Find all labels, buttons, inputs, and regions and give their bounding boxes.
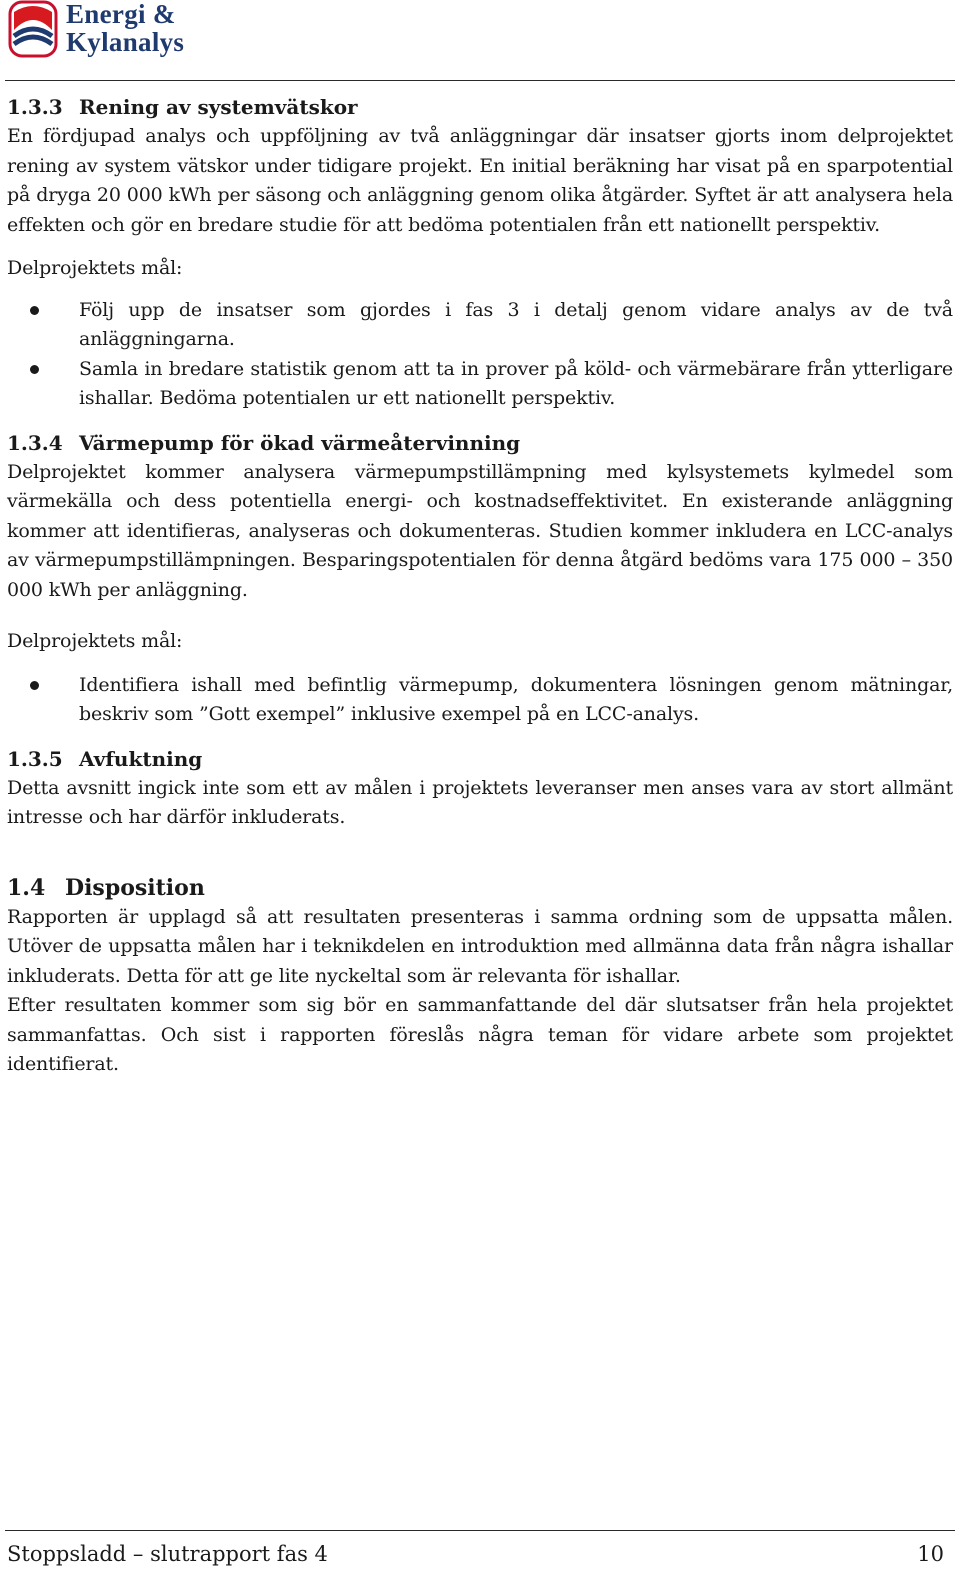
bullet-icon: [30, 306, 39, 315]
logo-wordmark: [66, 0, 184, 56]
goals-label: Delprojektets mål:: [7, 257, 183, 279]
paragraph-avfuktning: Detta avsnitt ingick inte som ett av målen i projektets leveranser men anses vara av stort allmänt intresse och har därför inkluderats.: [7, 776, 953, 828]
goals-label: Delprojektets mål:: [7, 630, 183, 652]
paragraph-varmepump: Delprojektet kommer analysera värmepumpstillämpning med kylsystemets kylmedel som värmekälla och dess potentiella energi- och kostnadseffektivitet. En existerande anläggning kommer att identifieras, analyseras och dokumenteras. Studien kommer inkludera en LCC-analys av värmepumpstillämpningen. Besparingspotentialen för denna åtgärd bedöms vara 175 000 – 350 000 kWh per anläggning.: [7, 460, 953, 601]
section-number: 1.3.4: [7, 430, 63, 455]
section-number: 1.3.5: [7, 746, 63, 771]
logo-line-1: Energi &: [66, 0, 176, 29]
paragraph-rening: En fördjupad analys och uppföljning av två anläggningar där insatser gjorts inom delprojektet rening av system vätskor under tidigare projekt. En initial beräkning har visat på en sparpotential på dryga 20 000 kWh per säsong och anläggning genom olika åtgärder. Syftet är att analysera hela effekten och gör en bredare studie för att bedöma potentialen från ett nationellt perspektiv.: [7, 125, 953, 236]
header-divider: [5, 80, 955, 81]
section-number: 1.4: [7, 874, 46, 901]
section-title: Avfuktning: [79, 746, 203, 771]
section-title: Rening av systemvätskor: [79, 95, 358, 119]
heading-1-3-4: [7, 428, 953, 458]
list-item: Följ upp de insatser som gjordes i fas 3 i detalj genom vidare analys av de två anläggningarna.: [7, 296, 953, 355]
paragraph-disposition-2: Efter resultaten kommer som sig bör en sammanfattande del där slutsatser från hela projektet sammanfattas. Och sist i rapporten föreslås några teman för vidare arbete som projektet identifierat.: [7, 994, 953, 1075]
logo-line-2: Kylanalys: [66, 27, 185, 57]
section-title: Värmepump för ökad värmeåtervinning: [79, 430, 521, 455]
main-content: [7, 92, 953, 1080]
paragraph-disposition-1: Rapporten är upplagd så att resultaten presenteras i samma ordning som de uppsatta målen. Utöver de uppsatta målen har i teknikdelen en introduktion med allmänna data från några ishallar inkluderats. Detta för att ge lite nyckeltal som är relevanta för ishallar.: [7, 905, 953, 987]
goals-list-varmepump: [7, 671, 953, 730]
footer-title: Stoppsladd – slutrapport fas 4: [7, 1542, 328, 1566]
heading-1-4: [7, 873, 953, 903]
heading-1-3-3: [7, 92, 953, 122]
goals-list-rening: [7, 296, 953, 414]
logo-emblem-icon: [8, 0, 60, 58]
list-item: Identifiera ishall med befintlig värmepump, dokumentera lösningen genom mätningar, beskriv som ”Gott exempel” inklusive exempel på en LCC-analys.: [7, 671, 953, 730]
bullet-icon: [30, 681, 39, 690]
footer-divider: [5, 1530, 955, 1531]
list-item: Samla in bredare statistik genom att ta in prover på köld- och värmebärare från ytterligare ishallar. Bedöma potentialen ur ett nationellt perspektiv.: [7, 355, 953, 414]
company-logo: [8, 0, 208, 62]
section-number: 1.3.3: [7, 95, 63, 119]
page-number: 10: [917, 1542, 944, 1566]
section-title: Disposition: [65, 874, 205, 901]
bullet-icon: [30, 365, 39, 374]
heading-1-3-5: [7, 744, 953, 774]
